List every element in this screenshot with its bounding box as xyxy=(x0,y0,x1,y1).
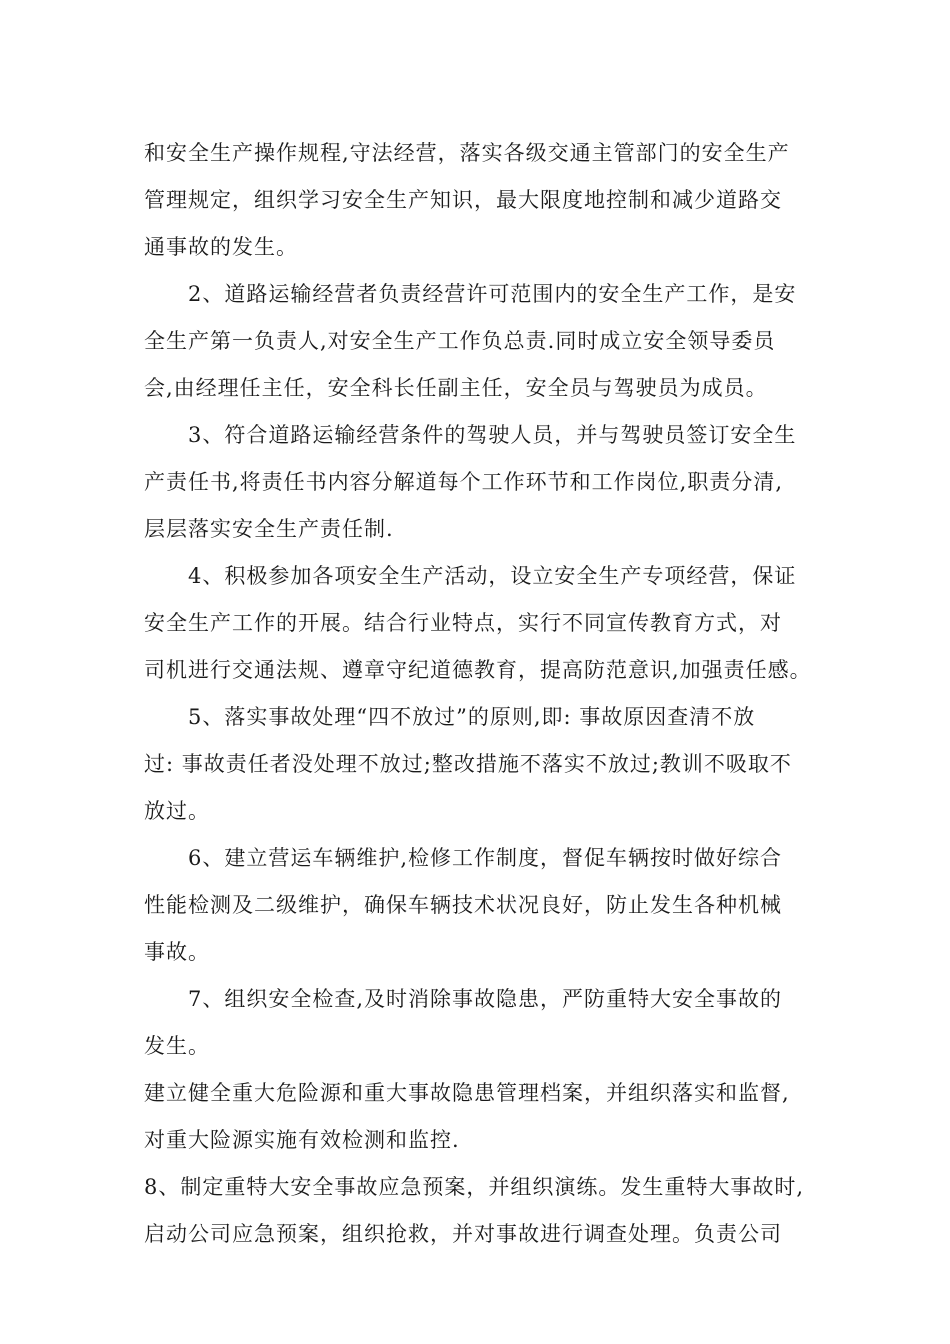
text-line: 会,由经理任主任，安全科长任副主任，安全员与驾驶员为成员。 xyxy=(144,376,768,400)
text-line: 层层落实安全生产责任制. xyxy=(144,517,394,541)
text-line: 3、符合道路运输经营条件的驾驶人员，并与驾驶员签订安全生 xyxy=(144,423,797,447)
text-line: 7、组织安全检查,及时消除事故隐患，严防重特大安全事故的 xyxy=(144,987,783,1011)
text-line: 4、积极参加各项安全生产活动，设立安全生产专项经营，保证 xyxy=(144,564,797,588)
text-line: 6、建立营运车辆维护,检修工作制度，督促车辆按时做好综合 xyxy=(144,846,783,870)
text-line: 性能检测及二级维护，确保车辆技术状况良好，防止发生各种机械 xyxy=(144,893,782,917)
text-line: 启动公司应急预案，组织抢救，并对事故进行调查处理。负责公司 xyxy=(144,1222,782,1246)
text-line: 管理规定，组织学习安全生产知识，最大限度地控制和减少道路交 xyxy=(144,188,782,212)
text-line: 全生产第一负责人,对安全生产工作负总责.同时成立安全领导委员 xyxy=(144,329,776,353)
text-line: 司机进行交通法规、遵章守纪道德教育，提高防范意识,加强责任感。 xyxy=(144,658,812,682)
text-line: 产责任书,将责任书内容分解道每个工作环节和工作岗位,职责分清, xyxy=(144,470,784,494)
text-line: 和安全生产操作规程,守法经营，落实各级交通主管部门的安全生产 xyxy=(144,141,790,165)
text-line: 事故。 xyxy=(144,940,210,964)
text-line: 过: 事故责任者没处理不放过;整改措施不落实不放过;教训不吸取不 xyxy=(144,752,792,776)
text-line: 通事故的发生。 xyxy=(144,235,298,259)
text-line: 对重大险源实施有效检测和监控. xyxy=(144,1128,460,1152)
text-line: 2、道路运输经营者负责经营许可范围内的安全生产工作，是安 xyxy=(144,282,797,306)
text-line: 5、落实事故处理“四不放过”的原则,即: 事故原因查清不放 xyxy=(144,705,756,729)
document-body xyxy=(144,130,814,1258)
text-line: 建立健全重大危险源和重大事故隐患管理档案，并组织落实和监督, xyxy=(144,1081,790,1105)
text-line: 发生。 xyxy=(144,1034,210,1058)
text-line: 8、制定重特大安全事故应急预案，并组织演练。发生重特大事故时, xyxy=(144,1175,805,1199)
text-line: 放过。 xyxy=(144,799,210,823)
text-line: 安全生产工作的开展。结合行业特点，实行不同宣传教育方式，对 xyxy=(144,611,782,635)
